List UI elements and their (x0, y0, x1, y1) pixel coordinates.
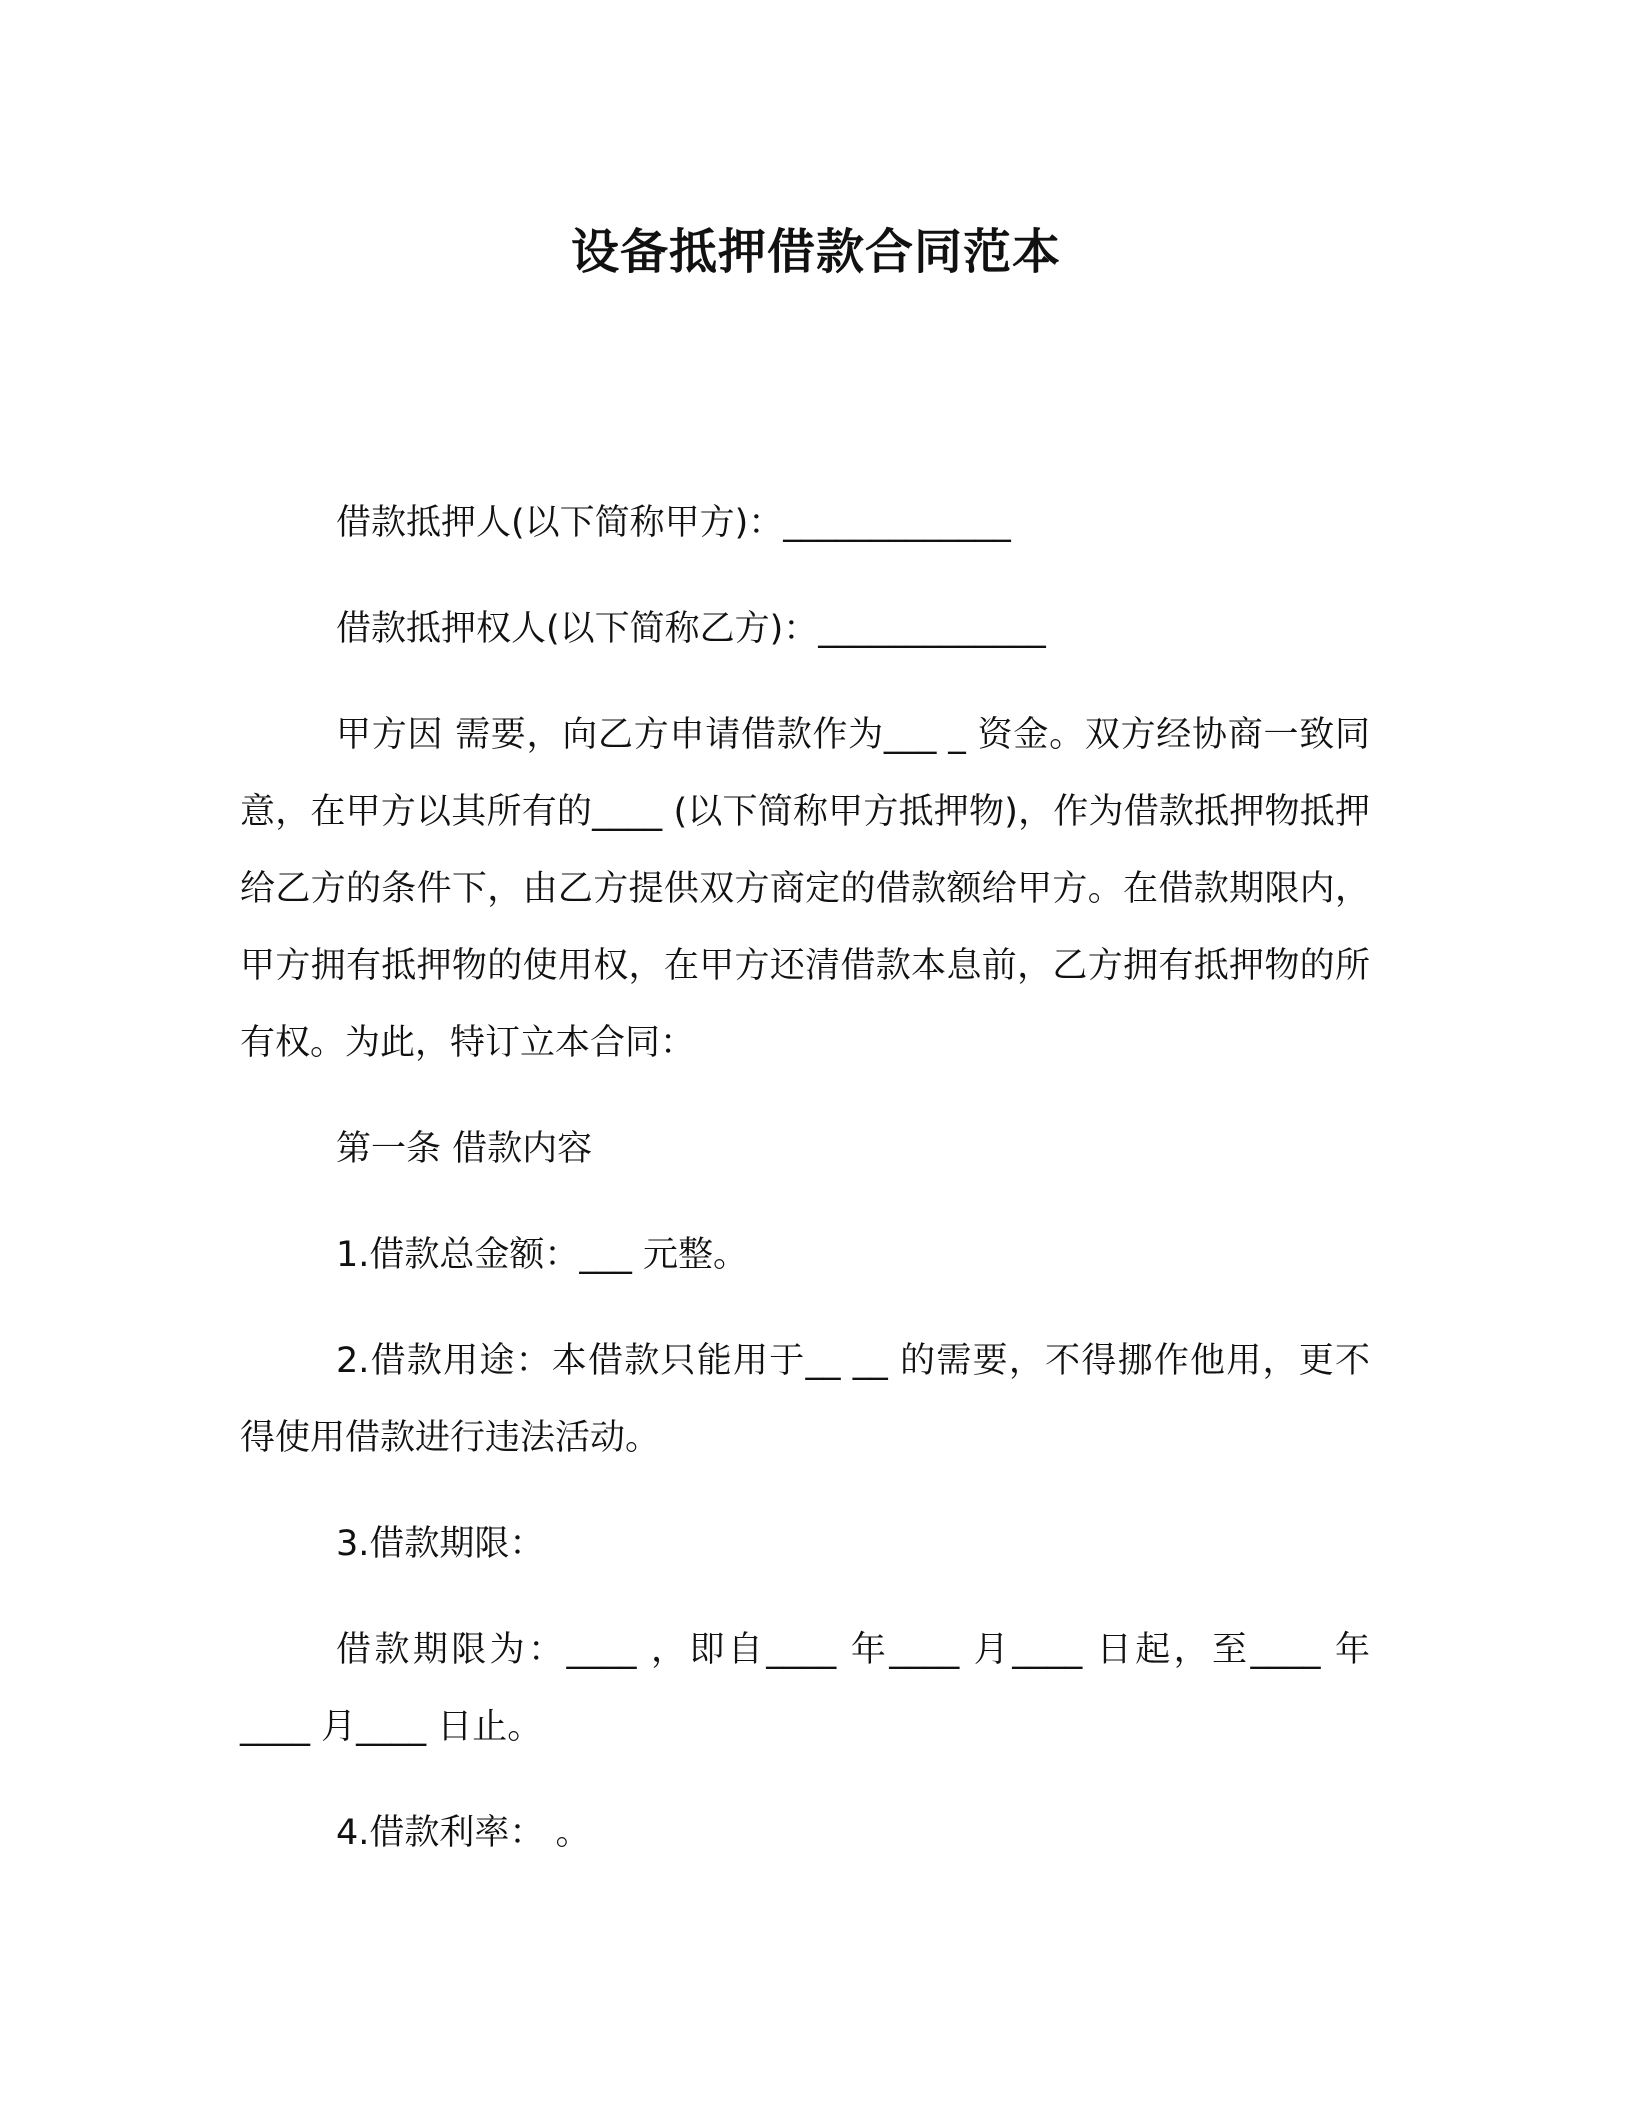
loan-rate-clause: 4.借款利率： 。 (336, 1813, 591, 1853)
loan-amount-clause: 1.借款总金额：___ 元整。 (336, 1235, 749, 1275)
document-body (240, 485, 1370, 1901)
loan-term-clause: 借款期限为：____ ，即自____ 年____ 月____ 日起，至____ 年____ 月____ 日止。 (240, 1630, 1370, 1747)
loan-term-heading: 3.借款期限： (336, 1524, 545, 1564)
document-title: 设备抵押借款合同范本 (570, 224, 1061, 280)
party-a-line: 借款抵押人(以下简称甲方)：_____________ (336, 503, 1011, 543)
preamble-paragraph: 甲方因 需要，向乙方申请借款作为___ _ 资金。双方经协商一致同意，在甲方以其所有的____ (以下简称甲方抵押物)，作为借款抵押物抵押给乙方的条件下，由乙方提供双方商定的借款额给甲方。在借款期限内，甲方拥有抵押物的使用权，在甲方还清借款本息前，乙方拥有抵押物的所有权。为此，特订立本合同： (240, 715, 1370, 1063)
article-one-heading: 第一条 借款内容 (336, 1129, 593, 1169)
party-b-line: 借款抵押权人(以下简称乙方)：_____________ (336, 609, 1046, 649)
loan-purpose-clause: 2.借款用途：本借款只能用于__ __ 的需要，不得挪作他用，更不得使用借款进行违法活动。 (240, 1341, 1370, 1458)
